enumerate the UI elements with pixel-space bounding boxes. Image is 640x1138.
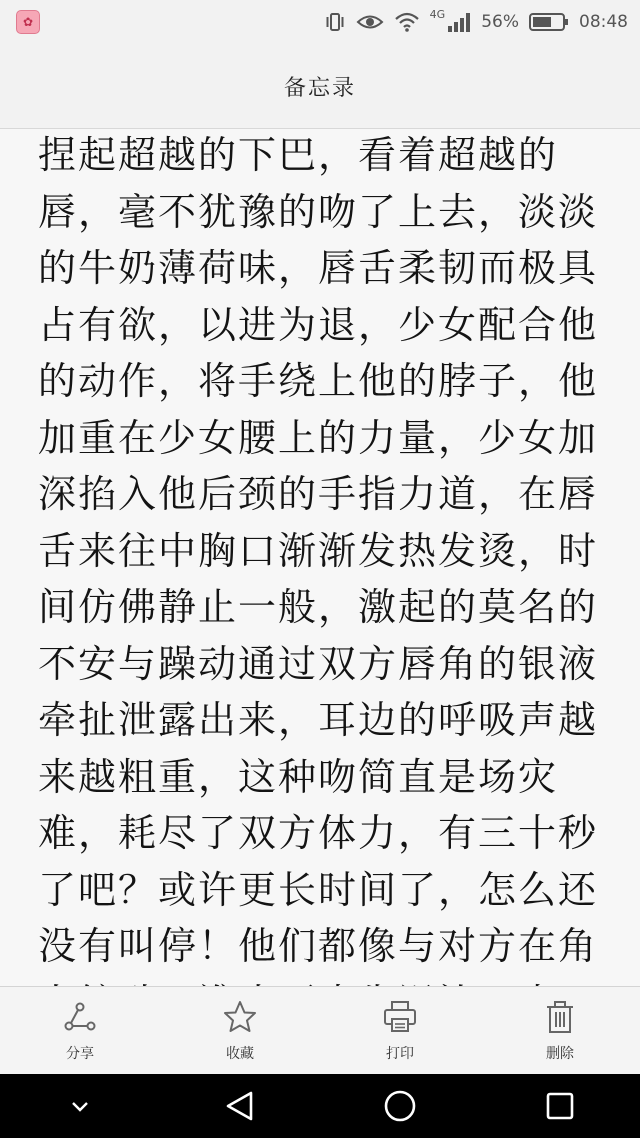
vibrate-icon bbox=[324, 11, 346, 33]
print-button[interactable] bbox=[340, 999, 460, 1063]
note-content[interactable] bbox=[0, 129, 640, 987]
hide-navbar-button[interactable] bbox=[50, 1076, 110, 1136]
circle-home-icon bbox=[382, 1088, 418, 1124]
battery-percent: 56% bbox=[481, 12, 519, 32]
note-body-text[interactable]: 捏起超越的下巴，看着超越的唇，毫不犹豫的吻了上去，淡淡的牛奶薄荷味，唇舌柔韧而极具占有欲，以进为退，少女配合他的动作，将手绕上他的脖子，他加重在少女腰上的力量，少女加深掐入他后颈的手指力道，在唇舌来往中胸口渐渐发热发烫，时间仿佛静止一般，激起的莫名的不安与躁动通过双方唇角的银液牵扯泄露出来，耳边的呼吸声越来越粗重，这种吻简直是场灾难，耗尽了双方体力，有三十秒了吧？或许更长时间了，怎么还没有叫停！他们都像与对方在角 bbox=[38, 133, 599, 968]
battery-icon bbox=[529, 12, 569, 32]
bottom-toolbar bbox=[0, 986, 640, 1075]
printer-icon bbox=[382, 999, 418, 1035]
share-label: 分享 bbox=[66, 1046, 94, 1062]
share-button[interactable] bbox=[20, 999, 140, 1063]
share-icon bbox=[62, 999, 98, 1035]
square-recents-icon bbox=[544, 1090, 576, 1122]
delete-button[interactable] bbox=[500, 999, 620, 1063]
delete-label: 删除 bbox=[546, 1046, 574, 1062]
recents-button[interactable] bbox=[530, 1076, 590, 1136]
favorite-label: 收藏 bbox=[226, 1046, 254, 1062]
eye-comfort-icon bbox=[356, 11, 384, 33]
app-notification-icon: ✿ bbox=[16, 10, 40, 34]
home-button[interactable] bbox=[370, 1076, 430, 1136]
chevron-down-icon bbox=[68, 1094, 92, 1118]
page-title: 备忘录 bbox=[283, 75, 356, 101]
back-button[interactable] bbox=[210, 1076, 270, 1136]
print-label: 打印 bbox=[386, 1046, 414, 1062]
favorite-button[interactable] bbox=[180, 999, 300, 1063]
clock: 08:48 bbox=[579, 12, 628, 32]
signal-icon bbox=[447, 11, 471, 33]
title-bar bbox=[0, 44, 640, 129]
trash-icon bbox=[542, 999, 578, 1035]
network-type: 4G bbox=[429, 7, 446, 21]
star-icon bbox=[222, 999, 258, 1035]
status-bar bbox=[0, 0, 640, 44]
status-icons bbox=[324, 0, 628, 44]
triangle-back-icon bbox=[223, 1089, 257, 1123]
navigation-bar bbox=[0, 1074, 640, 1138]
wifi-icon bbox=[394, 11, 420, 33]
